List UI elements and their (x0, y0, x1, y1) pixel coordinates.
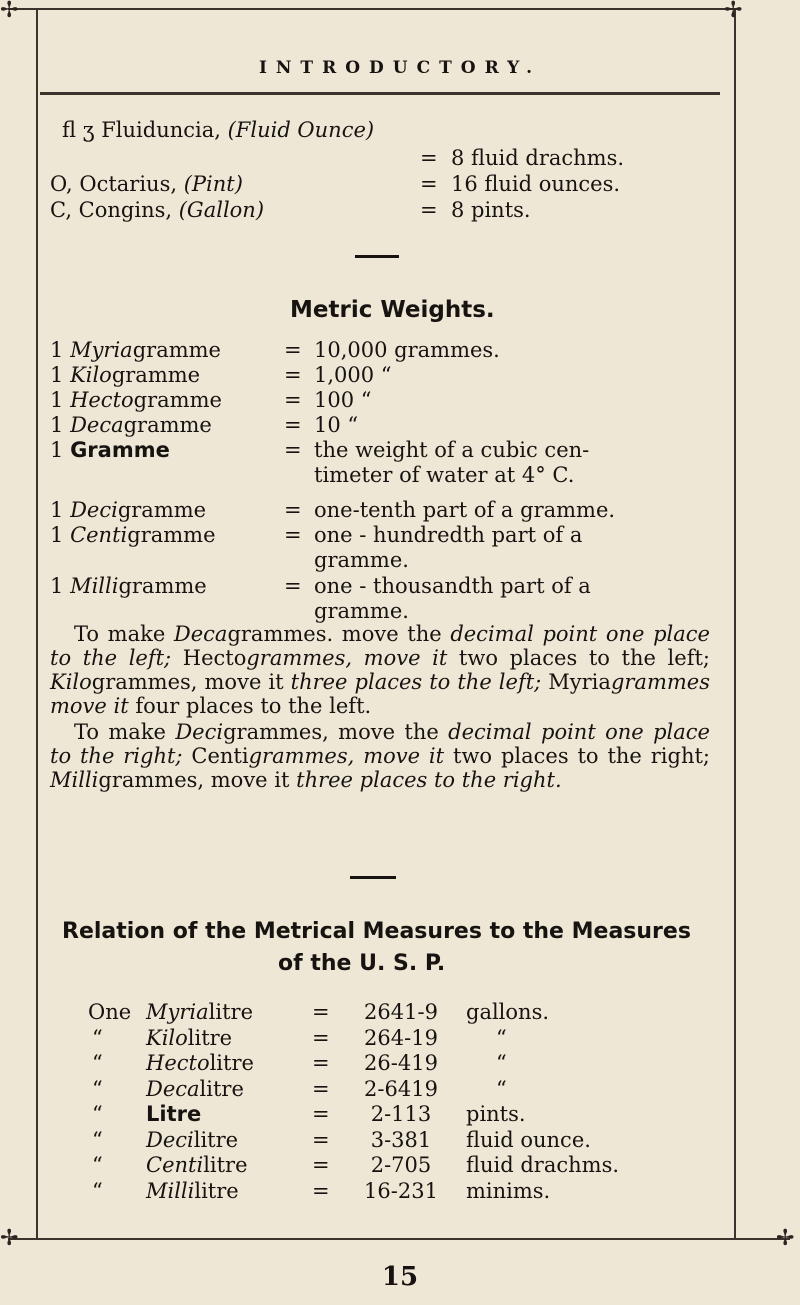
paragraph-text: four places to the left. (135, 694, 372, 718)
metric-unit-name: gramme (118, 574, 207, 598)
paragraph-text: two places to the right; (453, 744, 710, 768)
metric-unit (50, 363, 200, 387)
metric-count: 1 (50, 413, 64, 437)
metric-count: 1 (50, 388, 64, 412)
row-lead: “ (92, 1127, 103, 1152)
equals-sign: = (284, 338, 302, 362)
measure-unit: litre (203, 1153, 248, 1177)
measure-value: 2-705 (370, 1153, 432, 1177)
metric-value: 10 “ (314, 413, 359, 437)
metric-value: the weight of a cubic cen- (314, 438, 590, 462)
measure-name (146, 1000, 253, 1024)
metric-prefix: Kilo (70, 363, 112, 387)
equals-sign: = (284, 388, 302, 412)
paragraph-text: two places to the left; (458, 646, 710, 670)
fluid-row-1: = 8 fluid drachms. (420, 146, 625, 170)
corner-cross-icon: ✢ (776, 1226, 795, 1251)
row-lead: “ (92, 1025, 103, 1050)
corner-cross-icon: ✢ (724, 0, 743, 23)
paragraph-text: three places to the right. (296, 768, 562, 792)
measure-unit-label: minims. (466, 1178, 551, 1203)
paragraph-text: Centi (191, 744, 249, 768)
paragraph-text: To make (74, 720, 176, 744)
measure-unit: litre (193, 1127, 239, 1152)
metric-weights-heading: Metric Weights. (290, 297, 495, 323)
metric-value: one - thousandth part of a (314, 574, 591, 598)
measure-unit: Litre (146, 1102, 202, 1126)
metric-unit (50, 523, 216, 547)
equals-sign: = (312, 1076, 330, 1101)
measure-unit: litre (199, 1076, 244, 1101)
measure-prefix: Myria (146, 1000, 209, 1024)
metric-unit-name: Gramme (70, 438, 170, 462)
relation-heading: Relation of the Metrical Measures to the Measures (62, 919, 691, 944)
paragraph-text: grammes move it (50, 670, 710, 718)
paragraph-text: To make (74, 622, 174, 646)
relation-heading-line2: of the U. S. P. (278, 951, 446, 976)
metric-count: 1 (50, 498, 64, 522)
measure-name (146, 1128, 238, 1152)
measure-value: 16-231 (364, 1178, 438, 1203)
bottom-rule (8, 1238, 790, 1240)
equals-sign: = (312, 1153, 330, 1177)
row-lead: “ (92, 1102, 103, 1126)
measure-prefix: Deci (146, 1127, 194, 1152)
row-lead: “ (92, 1153, 103, 1177)
equals-sign: = (312, 1102, 330, 1126)
paragraph-text: grammes, move it (246, 646, 459, 670)
metric-unit (50, 388, 222, 412)
equals-sign: = (312, 1000, 330, 1024)
measure-name (146, 1179, 239, 1203)
metric-count: 1 (50, 438, 64, 462)
fluid-row-3: C, Congins, (Gallon) (50, 198, 265, 222)
metric-unit (50, 574, 207, 598)
equals-sign: = (284, 438, 302, 462)
paragraph-text: grammes, move it (91, 670, 291, 694)
paragraph-text: Kilo (50, 670, 92, 694)
metric-unit-name: gramme (127, 523, 216, 547)
metric-unit-name: gramme (133, 388, 222, 412)
measure-unit-label: gallons. (466, 1000, 550, 1024)
paragraph-text: grammes, move it (248, 744, 453, 768)
equals-sign: = (284, 363, 302, 387)
measure-unit: litre (209, 1051, 254, 1075)
measure-value: 2-6419 (364, 1076, 438, 1101)
metric-unit-name: gramme (117, 498, 207, 522)
measure-name (146, 1051, 254, 1075)
equals-sign: = (284, 498, 302, 522)
measure-unit-label: fluid ounce. (466, 1127, 591, 1152)
left-rule (36, 8, 38, 1238)
page-header: INTRODUCTORY. (258, 58, 542, 78)
metric-count: 1 (50, 574, 64, 598)
top-rule (8, 8, 736, 10)
metric-count: 1 (50, 363, 64, 387)
decimal-right-paragraph (50, 720, 710, 792)
metric-value: gramme. (314, 599, 409, 623)
fluid-row-3-value: = 8 pints. (420, 198, 531, 222)
equals-sign: = (312, 1051, 330, 1075)
metric-prefix: Centi (70, 523, 128, 547)
paragraph-text: decimal point one place to the right; (50, 720, 710, 768)
right-rule (734, 8, 736, 1238)
measure-name (146, 1102, 201, 1126)
equals-sign: = (312, 1127, 330, 1152)
row-lead: One (88, 1000, 132, 1024)
corner-cross-icon: ✢ (0, 1226, 19, 1251)
measure-prefix: Milli (146, 1178, 195, 1203)
measure-value: 3-381 (370, 1127, 432, 1152)
measure-name (146, 1026, 232, 1050)
measure-unit-label: “ (496, 1025, 507, 1050)
metric-value: 10,000 grammes. (314, 338, 500, 362)
paragraph-text: Milli (50, 768, 99, 792)
equals-sign: = (284, 413, 302, 437)
section-divider (355, 255, 399, 258)
measure-unit-label: “ (496, 1051, 507, 1075)
metric-unit-name: gramme (123, 413, 212, 437)
measure-value: 2-113 (370, 1102, 432, 1126)
equals-sign: = (312, 1025, 330, 1050)
metric-count: 1 (50, 338, 64, 362)
metric-unit-name: gramme (111, 363, 201, 387)
metric-value: timeter of water at 4° C. (314, 463, 575, 487)
paragraph-text: Hecto (182, 646, 247, 670)
measure-unit-label: “ (496, 1076, 507, 1101)
fluid-row-2-value: = 16 fluid ounces. (420, 172, 621, 196)
metric-prefix: Milli (70, 574, 119, 598)
decimal-left-paragraph (50, 622, 710, 718)
equals-sign: = (312, 1178, 330, 1203)
metric-value: 1,000 “ (314, 363, 392, 387)
page-number: 15 (381, 1262, 419, 1292)
measure-unit: litre (208, 1000, 253, 1024)
fluid-row-2: O, Octarius, (Pint) (50, 172, 243, 196)
measure-name (146, 1077, 244, 1101)
metric-count: 1 (50, 523, 64, 547)
metric-unit (50, 438, 170, 462)
corner-cross-icon: ✢ (0, 0, 19, 23)
row-lead: “ (92, 1051, 103, 1075)
metric-prefix: Deci (70, 498, 118, 522)
paragraph-text: Deca (173, 622, 228, 646)
metric-unit-name: gramme (132, 338, 221, 362)
measure-prefix: Centi (146, 1153, 204, 1177)
row-lead: “ (92, 1076, 103, 1101)
measure-name (146, 1153, 248, 1177)
measure-unit-label: pints. (466, 1102, 526, 1126)
metric-unit (50, 413, 212, 437)
paragraph-text: Deci (175, 720, 224, 744)
metric-value: one - hundredth part of a (314, 523, 583, 547)
paragraph-text: decimal point one place to the left; (50, 622, 710, 670)
measure-value: 2641-9 (364, 1000, 438, 1024)
fluid-row-0: fl ʒ Fluiduncia, (Fluid Ounce) (62, 118, 375, 142)
metric-prefix: Hecto (70, 388, 134, 412)
measure-value: 26-419 (364, 1051, 438, 1075)
header-rule (40, 92, 720, 95)
metric-value: gramme. (314, 548, 409, 572)
paragraph-text: grammes, move it (98, 768, 297, 792)
paragraph-text: three places to the left; (290, 670, 549, 694)
metric-unit (50, 338, 221, 362)
measure-value: 264-19 (364, 1025, 438, 1050)
section-divider (350, 876, 396, 879)
metric-unit (50, 498, 206, 522)
paragraph-text: grammes, move the (223, 720, 449, 744)
measure-prefix: Hecto (146, 1051, 210, 1075)
equals-sign: = (284, 523, 302, 547)
measure-unit: litre (194, 1178, 239, 1203)
measure-prefix: Deca (146, 1076, 200, 1101)
paragraph-text: grammes. move the (227, 622, 451, 646)
measure-unit: litre (187, 1025, 233, 1050)
metric-prefix: Deca (70, 413, 124, 437)
row-lead: “ (92, 1178, 103, 1203)
measure-unit-label: fluid drachms. (466, 1153, 620, 1177)
measure-prefix: Kilo (146, 1025, 188, 1050)
metric-value: one-tenth part of a gramme. (314, 498, 616, 522)
equals-sign: = (284, 574, 302, 598)
paragraph-text: Myria (548, 670, 611, 694)
metric-prefix: Myria (70, 338, 133, 362)
metric-value: 100 “ (314, 388, 372, 412)
